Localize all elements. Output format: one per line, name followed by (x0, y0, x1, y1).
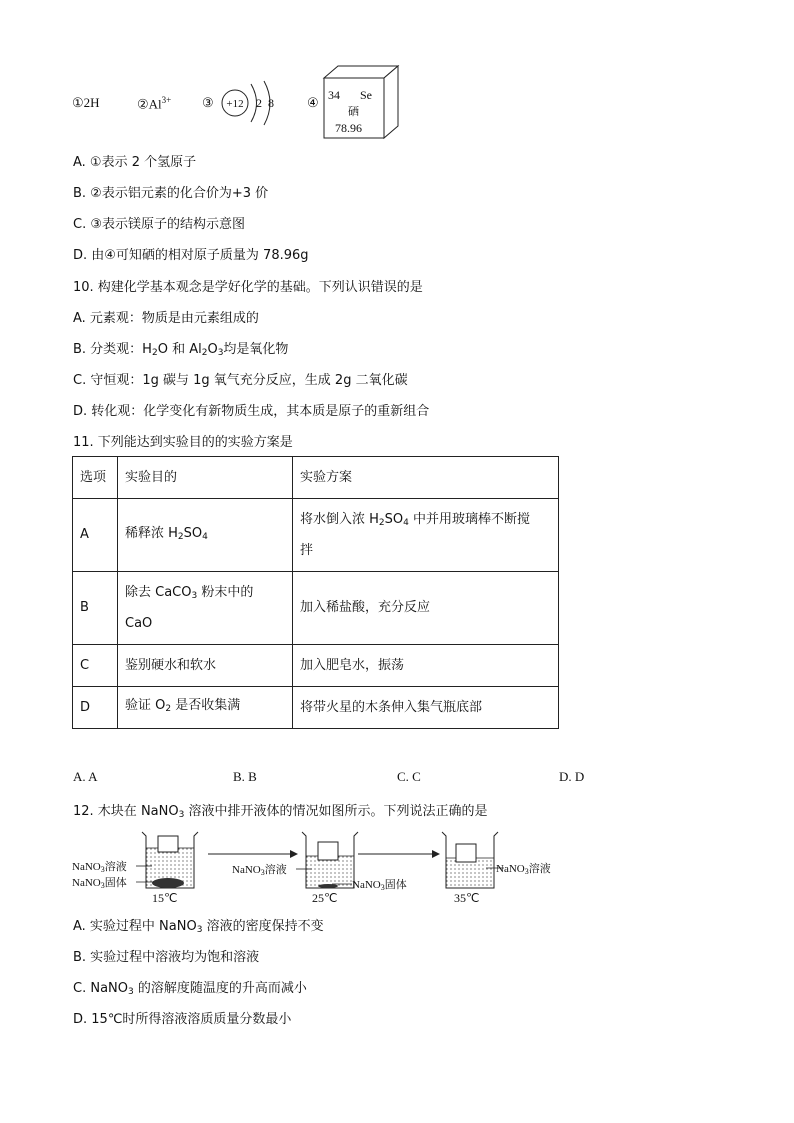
row-option: A (73, 499, 118, 572)
q11-answer-d: D. D (559, 769, 585, 784)
arrow-icon (290, 850, 298, 858)
nucleus-label: +12 (226, 98, 244, 110)
solid-pile (152, 878, 184, 888)
q12-option-d: D. 15℃时所得溶液溶质质量分数最小 (73, 1012, 292, 1027)
q12-option-b: B. 实验过程中溶液均为饱和溶液 (73, 950, 260, 965)
row-plan: 加入稀盐酸，充分反应 (293, 572, 559, 645)
temp-label-3: 35℃ (454, 891, 480, 905)
q10-option-c: C. 守恒观：1g 碳与 1g 氧气充分反应，生成 2g 二氧化碳 (73, 373, 408, 388)
beaker-35c (442, 832, 498, 888)
atomic-mass: 78.96 (335, 121, 362, 135)
header-option: 选项 (73, 457, 118, 499)
q11-answer-c: C. C (397, 769, 421, 784)
q11-answer-b: B. B (233, 769, 257, 784)
row-plan: 将水倒入浓 $H_2SO_4$ 中并用玻璃棒不断搅 拌 (293, 499, 559, 572)
temp-label-2: 25℃ (312, 891, 338, 905)
row-plan: 加入肥皂水，振荡 (293, 645, 559, 687)
element-name: 硒 (348, 106, 359, 118)
wood-block (158, 836, 178, 852)
beaker-15c (142, 832, 198, 888)
fig-solid-label-1: NaNO3固体 (72, 876, 127, 890)
table-row (73, 687, 559, 729)
atomic-structure-diagram (214, 78, 284, 128)
q9-option-c: C. ③表示镁原子的结构示意图 (73, 217, 245, 232)
row-purpose: 除去 CaCO$_3$ 粉末中的 CaO (118, 572, 293, 645)
row-option: B (73, 572, 118, 645)
temp-label-1: 15℃ (152, 891, 178, 905)
header-plan: 实验方案 (293, 457, 559, 499)
table-row (73, 499, 559, 572)
fig-solid-label-2: NaNO3固体 (352, 878, 407, 892)
row-option: D (73, 687, 118, 729)
header-purpose: 实验目的 (118, 457, 293, 499)
solid-pile (318, 884, 338, 888)
wood-block (318, 842, 338, 860)
q9-option-a: A. ①表示 2 个氢原子 (73, 155, 197, 170)
item3-marker: ③ (202, 95, 214, 110)
atomic-number: 34 (328, 88, 340, 102)
q11-stem: 11. 下列能达到实验目的的实验方案是 (73, 435, 293, 450)
table-header-row (73, 457, 559, 499)
q12-stem: 12. 木块在 NaNO$_3$ 溶液中排开液体的情况如图所示。下列说法正确的是 (73, 804, 488, 820)
q10-stem: 10. 构建化学基本观念是学好化学的基础。下列认识错误的是 (73, 280, 423, 295)
q10-option-a: A. 元素观：物质是由元素组成的 (73, 311, 259, 326)
beaker-25c (302, 832, 358, 888)
wood-block (456, 844, 476, 862)
experiment-table (72, 456, 559, 729)
q12-option-a: A. 实验过程中 NaNO$_3$ 溶液的密度保持不变 (73, 919, 324, 935)
shell1-electrons: 2 (256, 96, 262, 110)
element-symbol: Se (360, 88, 372, 102)
arrow-icon (432, 850, 440, 858)
q9-option-b: B. ②表示铝元素的化合价为+3 价 (73, 186, 269, 201)
row-purpose: 验证 $O_2$ 是否收集满 (118, 687, 293, 729)
fig-solution-label-1: NaNO3溶液 (72, 860, 127, 874)
row-option: C (73, 645, 118, 687)
row-plan: 将带火星的木条伸入集气瓶底部 (293, 687, 559, 729)
item1: ①2H (72, 95, 100, 110)
q10-option-b: B. 分类观：$H_2O$ 和 $Al_2O_3$均是氧化物 (73, 342, 289, 358)
fig-solution-label-2: NaNO3溶液 (232, 863, 287, 877)
q9-option-d: D. 由④可知硒的相对原子质量为 78.96g (73, 248, 309, 263)
element-cell-selenium (320, 64, 402, 140)
beaker-figure (70, 828, 570, 908)
row-purpose: 稀释浓 $H_2SO_4$ (118, 499, 293, 572)
table-row (73, 645, 559, 687)
item2: $②Al^{3+}$ (137, 95, 172, 112)
fig-solution-label-3: NaNO3溶液 (496, 862, 551, 876)
item4-marker: ④ (307, 95, 319, 110)
q12-option-c: C. NaNO$_3$ 的溶解度随温度的升高而减小 (73, 981, 307, 997)
row-purpose: 鉴别硬水和软水 (118, 645, 293, 687)
q10-option-d: D. 转化观：化学变化有新物质生成，其本质是原子的重新组合 (73, 404, 430, 419)
q11-answer-a: A. A (73, 769, 98, 784)
shell2-electrons: 8 (268, 96, 274, 110)
table-row (73, 572, 559, 645)
